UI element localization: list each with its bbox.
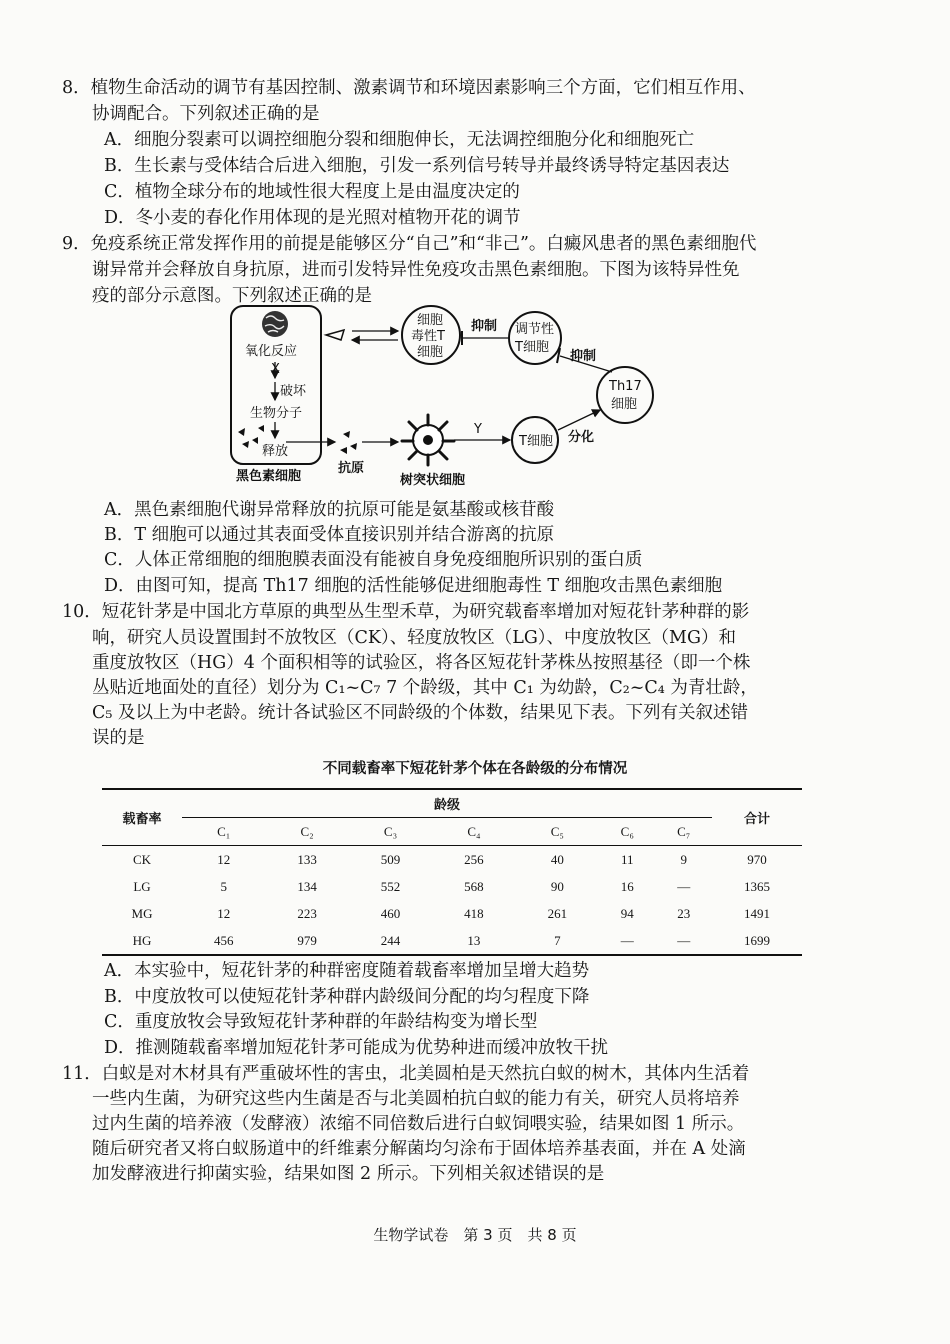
antigen-icon: [238, 425, 264, 448]
label-release: 释放: [262, 444, 289, 459]
q11-stem-line3: 过内生菌的培养液（发酵液）浓缩不同倍数后进行白蚁饲喂实验，结果如图 1 所示。: [92, 1114, 745, 1134]
q11-stem-line5: 加发酵液进行抑菌实验，结果如图 2 所示。下列相关叙述错误的是: [92, 1164, 605, 1184]
label-th17-1: Th17: [609, 379, 642, 394]
q10-stem-line5: C₅ 及以上为中老龄。统计各试验区不同龄级的个体数，结果见下表。下列有关叙述错: [92, 703, 748, 723]
q11-stem-line1: 11．白蚁是对木材具有严重破坏性的害虫，北美圆柏是天然抗白蚁的树木，其体内生活着: [62, 1064, 750, 1084]
cell: MG: [131, 905, 153, 921]
q8-option-b: B．生长素与受体结合后进入细胞，引发一系列信号转导并最终诱导特定基因表达: [104, 156, 730, 176]
cell: 1699: [744, 932, 770, 948]
label-inhibit-2: 抑制: [570, 349, 597, 364]
regulatory-t-cell: [509, 312, 561, 364]
label-damage: 破坏: [280, 384, 307, 399]
age-c5: C₅: [550, 823, 564, 839]
q9-stem-line3: 疫的部分示意图。下列叙述正确的是: [92, 286, 372, 306]
label-treg-1: 调节性: [515, 322, 555, 337]
cell: 40: [550, 851, 564, 867]
cell: —: [677, 878, 691, 894]
cell: 979: [297, 932, 317, 948]
cell: 12: [217, 905, 231, 921]
label-antigen: 抗原: [338, 461, 365, 476]
cell: CK: [132, 851, 152, 867]
q9-option-a: A．黑色素细胞代谢异常释放的抗原可能是氨基酸或核苷酸: [104, 500, 555, 520]
cell: 16: [620, 878, 634, 894]
cell: 11: [621, 851, 634, 867]
q9-stem-line1: 9．免疫系统正常发挥作用的前提是能够区分“自己”和“非己”。白癜风患者的黑色素细胞代: [62, 234, 757, 254]
page-footer: 生物学试卷 第 3 页 共 8 页: [373, 1226, 577, 1244]
cell: 5: [220, 878, 227, 894]
cell: 90: [550, 878, 564, 894]
cell: 134: [297, 878, 317, 894]
label-biomolecule: 生物分子: [250, 406, 303, 421]
th17-cell: [597, 367, 653, 423]
dendritic-cell: [402, 415, 454, 465]
cell: 9: [680, 851, 687, 867]
q9-option-d: D．由图可知，提高 Th17 细胞的活性能够促进细胞毒性 T 细胞攻击黑色素细胞: [104, 576, 723, 596]
age-c4: C₄: [467, 823, 481, 839]
q8-stem-line2: 协调配合。下列叙述正确的是: [92, 104, 320, 124]
label-melanocyte: 黑色素细胞: [236, 469, 302, 484]
cell: 1365: [744, 878, 770, 894]
label-x: X: [271, 362, 280, 377]
q9-option-c: C．人体正常细胞的细胞膜表面没有能被自身免疫细胞所识别的蛋白质: [104, 550, 643, 570]
label-differentiate: 分化: [568, 430, 595, 445]
cell: HG: [132, 932, 152, 948]
cell: 1491: [744, 905, 770, 921]
cell: 7: [554, 932, 561, 948]
q11-stem-line4: 随后研究者又将白蚁肠道中的纤维素分解菌均匀涂布于固体培养基表面，并在 A 处滴: [92, 1139, 746, 1159]
col-age: 龄级: [182, 789, 712, 818]
q10-stem-line6: 误的是: [92, 728, 145, 748]
age-c7: C₇: [677, 823, 691, 839]
age-c1: C₁: [217, 823, 231, 839]
q9-stem-line2: 谢异常并会释放自身抗原，进而引发特异性免疫攻击黑色素细胞。下图为该特异性免: [92, 260, 740, 280]
q10-option-d: D．推测随载畜率增加短花针茅可能成为优势种进而缓冲放牧干扰: [104, 1038, 609, 1058]
q8-option-a: A．细胞分裂素可以调控细胞分裂和细胞伸长，无法调控细胞分化和细胞死亡: [104, 130, 695, 150]
age-c3: C₃: [383, 823, 398, 839]
q11-stem-line2: 一些内生菌，为研究这些内生菌是否与北美圆柏抗白蚁的能力有关，研究人员将培养: [92, 1089, 740, 1109]
cell: 12: [217, 851, 231, 867]
table-row: [102, 900, 802, 927]
q8-stem-line1: 8．植物生命活动的调节有基因控制、激素调节和环境因素影响三个方面，它们相互作用、: [62, 78, 756, 98]
cell: 223: [297, 905, 317, 921]
q10-stem-line3: 重度放牧区（HG）4 个面积相等的试验区，将各区短花针茅株丛按照基径（即一个株: [92, 653, 751, 673]
label-inhibit-1: 抑制: [471, 319, 498, 334]
q10-option-b: B．中度放牧可以使短花针茅种群内龄级间分配的均匀程度下降: [104, 987, 590, 1007]
receptor-icon: [326, 330, 344, 340]
label-y: Y: [474, 422, 482, 437]
cell: 261: [547, 905, 568, 921]
label-treg-2: T细胞: [515, 340, 549, 355]
nucleus-icon: [262, 311, 288, 337]
label-cyto-1: 细胞: [417, 313, 444, 328]
table-row: [102, 873, 802, 900]
cell: 418: [464, 905, 484, 921]
label-cyto-2: 毒性T: [411, 329, 445, 344]
q8-option-c: C．植物全球分布的地域性很大程度上是由温度决定的: [104, 182, 520, 202]
label-th17-2: 细胞: [611, 397, 638, 412]
col-total: 合计: [712, 789, 802, 846]
cell: 970: [747, 851, 767, 867]
q10-option-c: C．重度放牧会导致短花针茅种群的年龄结构变为增长型: [104, 1012, 538, 1032]
q8-option-d: D．冬小麦的春化作用体现的是光照对植物开花的调节: [104, 208, 521, 228]
cell: 23: [677, 905, 691, 921]
label-tcell: T细胞: [519, 434, 553, 449]
q9-option-b: B．T 细胞可以通过其表面受体直接识别并结合游离的抗原: [104, 525, 555, 545]
label-dendritic: 树突状细胞: [400, 473, 466, 488]
cell: —: [677, 932, 691, 948]
age-class-table: [102, 788, 802, 956]
cell: 552: [380, 878, 401, 894]
cell: 456: [213, 932, 234, 948]
age-c6: C₆: [620, 823, 634, 839]
label-cyto-3: 细胞: [417, 345, 444, 360]
cell: 509: [380, 851, 401, 867]
cell: 460: [380, 905, 401, 921]
age-c2: C₂: [300, 823, 314, 839]
cell: 256: [464, 851, 484, 867]
cell: 568: [464, 878, 484, 894]
q10-option-a: A．本实验中，短花针茅的种群密度随着载畜率增加呈增大趋势: [104, 961, 590, 981]
col-rate: 载畜率: [102, 789, 182, 846]
table-row: [102, 846, 802, 874]
free-antigen-icon: [340, 431, 357, 454]
q10-stem-line4: 丛贴近地面处的直径）划分为 C₁~C₇ 7 个龄级，其中 C₁ 为幼龄，C₂~C₄ 为青壮龄，: [92, 678, 758, 698]
cell: 244: [380, 932, 401, 948]
cell: 94: [620, 905, 634, 921]
label-oxidation: 氧化反应: [245, 344, 298, 359]
cell: LG: [133, 878, 151, 894]
immune-diagram: [228, 300, 658, 488]
q10-stem-line1: 10．短花针茅是中国北方草原的典型丛生型禾草，为研究载畜率增加对短花针茅种群的影: [62, 602, 750, 622]
cell: 13: [467, 932, 481, 948]
table-row: [102, 927, 802, 955]
q10-stem-line2: 响，研究人员设置围封不放牧区（CK）、轻度放牧区（LG）、中度放牧区（MG）和: [92, 628, 736, 648]
cell: —: [620, 932, 634, 948]
cell: 133: [297, 851, 317, 867]
table-title: 不同载畜率下短花针茅个体在各龄级的分布情况: [322, 761, 628, 777]
